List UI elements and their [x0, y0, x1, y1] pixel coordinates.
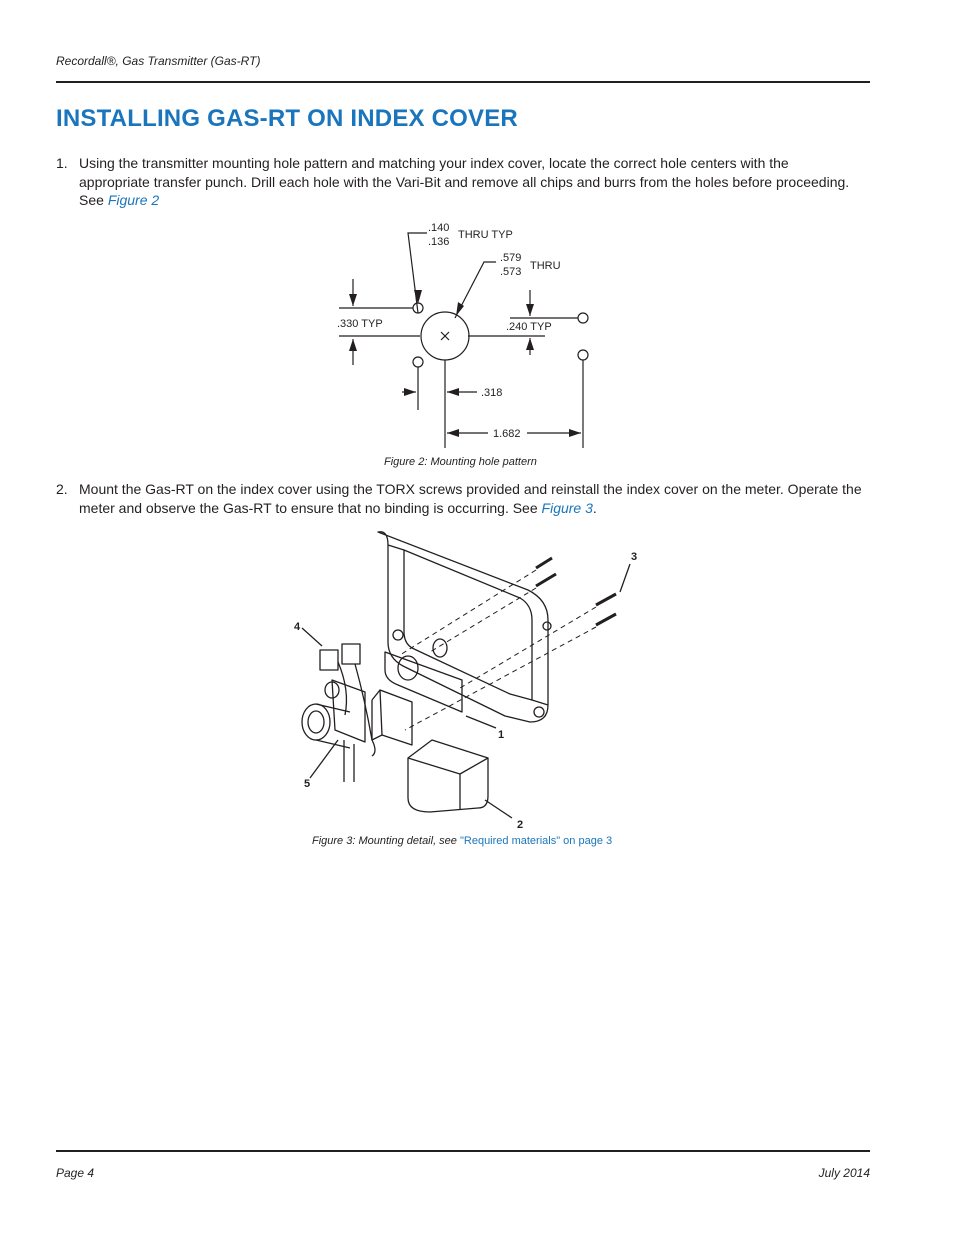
label-thru: THRU — [530, 260, 561, 272]
small-hole — [413, 357, 423, 367]
callout-1: 1 — [498, 729, 505, 741]
step-text: Mount the Gas-RT on the index cover using the TORX screws provided and reinstall the index cover on the meter. Operate the meter and observe the Gas-RT to ensure that no binding is occurring. See — [79, 481, 862, 516]
label-large-hole-min: .573 — [500, 266, 522, 278]
footer-rule — [56, 1150, 870, 1152]
page-number: Page 4 — [56, 1166, 95, 1180]
section-title: INSTALLING GAS-RT ON INDEX COVER — [56, 105, 518, 132]
transmitter-body — [380, 690, 412, 745]
index-cover-opening — [404, 550, 532, 700]
step-number: 1. — [56, 155, 68, 171]
required-materials-link[interactable]: "Required materials" on page 3 — [459, 835, 613, 847]
label-left-spacing: .330 TYP — [337, 318, 383, 330]
label-small-hole-max: .140 — [428, 222, 450, 234]
label-small-hole-min: .136 — [428, 236, 450, 248]
step-number: 2. — [56, 481, 68, 497]
callout-2: 2 — [517, 819, 524, 830]
label-large-hole-max: .579 — [500, 252, 522, 264]
transmitter-cover — [408, 740, 488, 812]
figure-3-link[interactable]: Figure 3 — [541, 499, 593, 516]
small-hole — [578, 313, 588, 323]
large-hole-leader — [455, 262, 496, 318]
running-header: Recordall®, Gas Transmitter (Gas-RT) — [56, 54, 261, 68]
callout-3: 3 — [631, 551, 638, 563]
label-width: 1.682 — [493, 428, 521, 440]
label-thru-typ: THRU TYP — [458, 229, 513, 241]
publish-date: July 2014 — [818, 1166, 870, 1180]
step-2: 2. Mount the Gas-RT on the index cover using the TORX screws provided and reinstall the index cover on the meter. Operate the meter and observe the Gas-RT to ensure that no binding is occurring. See Figure 3. — [56, 481, 862, 516]
label-right-spacing: .240 TYP — [506, 321, 552, 333]
callout-5: 5 — [304, 778, 311, 790]
step-text: Using the transmitter mounting hole pattern and matching your index cover, locate the correct hole centers with the appropriate transfer punch. Drill each hole with the Vari-Bit and remove all chips and burrs from the holes before proceeding. See — [79, 155, 850, 208]
label-offset: .318 — [481, 387, 503, 399]
mounting-hole-pattern-diagram — [330, 215, 600, 455]
callout-4: 4 — [294, 621, 301, 633]
figure-2-caption: Figure 2: Mounting hole pattern — [384, 456, 537, 468]
small-hole — [578, 350, 588, 360]
figure-3-caption: Figure 3: Mounting detail, see "Required materials" on page 3 — [312, 835, 613, 847]
mounting-detail-diagram — [290, 525, 650, 830]
step-1 — [56, 154, 856, 210]
figure-2-link[interactable]: Figure 2 — [107, 192, 160, 208]
header-rule — [56, 81, 870, 83]
